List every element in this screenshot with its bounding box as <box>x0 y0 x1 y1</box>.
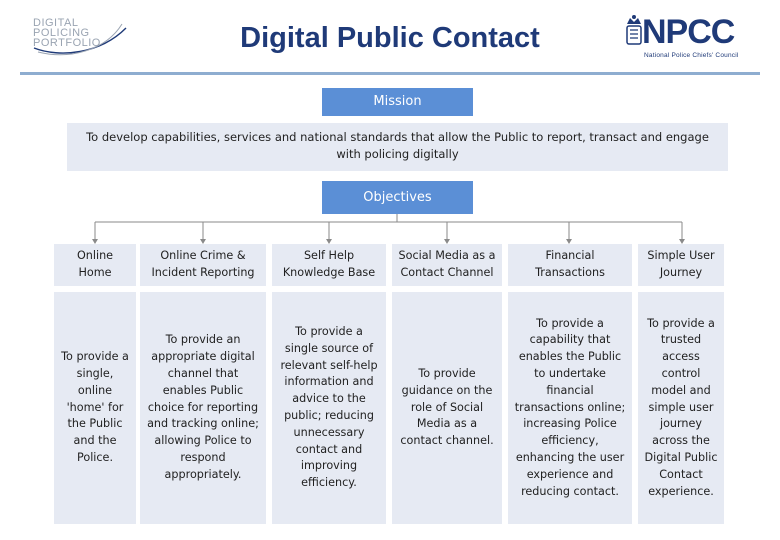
npcc-subtext: National Police Chiefs' Council <box>644 52 739 59</box>
mission-label: Mission <box>322 88 473 116</box>
logo-line-1: DIGITAL <box>33 17 79 29</box>
objective-title-financial-transactions: Financial Transactions <box>508 244 632 286</box>
objective-title-social-media: Social Media as a Contact Channel <box>392 244 502 286</box>
logo-line-3: PORTFOLIO <box>33 37 101 49</box>
npcc-wordmark: NPCC <box>642 13 735 51</box>
objective-description-social-media: To provide guidance on the role of Social Media as a contact channel. <box>392 292 502 524</box>
mission-statement: To develop capabilities, services and national standards that allow the Public to report, transact and engage with policing digitally <box>67 123 728 171</box>
objective-title-simple-user-journey: Simple User Journey <box>638 244 724 286</box>
objective-description-online-crime-reporting: To provide an appropriate digital channel that enables Public choice for reporting and tracking online; allowing Police to respond appropriately. <box>140 292 266 524</box>
objective-description-online-home: To provide a single, online 'home' for the Public and the Police. <box>54 292 136 524</box>
objective-title-online-home: Online Home <box>54 244 136 286</box>
logo-line-2: POLICING <box>33 27 90 39</box>
objective-title-self-help: Self Help Knowledge Base <box>272 244 386 286</box>
objective-description-simple-user-journey: To provide a trusted access control model and simple user journey across the Digital Public Contact experience. <box>638 292 724 524</box>
objectives-label: Objectives <box>322 181 473 214</box>
objective-description-financial-transactions: To provide a capability that enables the Public to undertake financial transactions online; increasing Police efficiency, enhancing the user experience and reducing contact. <box>508 292 632 524</box>
objective-title-online-crime-reporting: Online Crime & Incident Reporting <box>140 244 266 286</box>
page-title: Digital Public Contact <box>240 22 540 54</box>
objective-description-self-help: To provide a single source of relevant self-help information and advice to the public; reducing unnecessary contact and improving efficiency. <box>272 292 386 524</box>
